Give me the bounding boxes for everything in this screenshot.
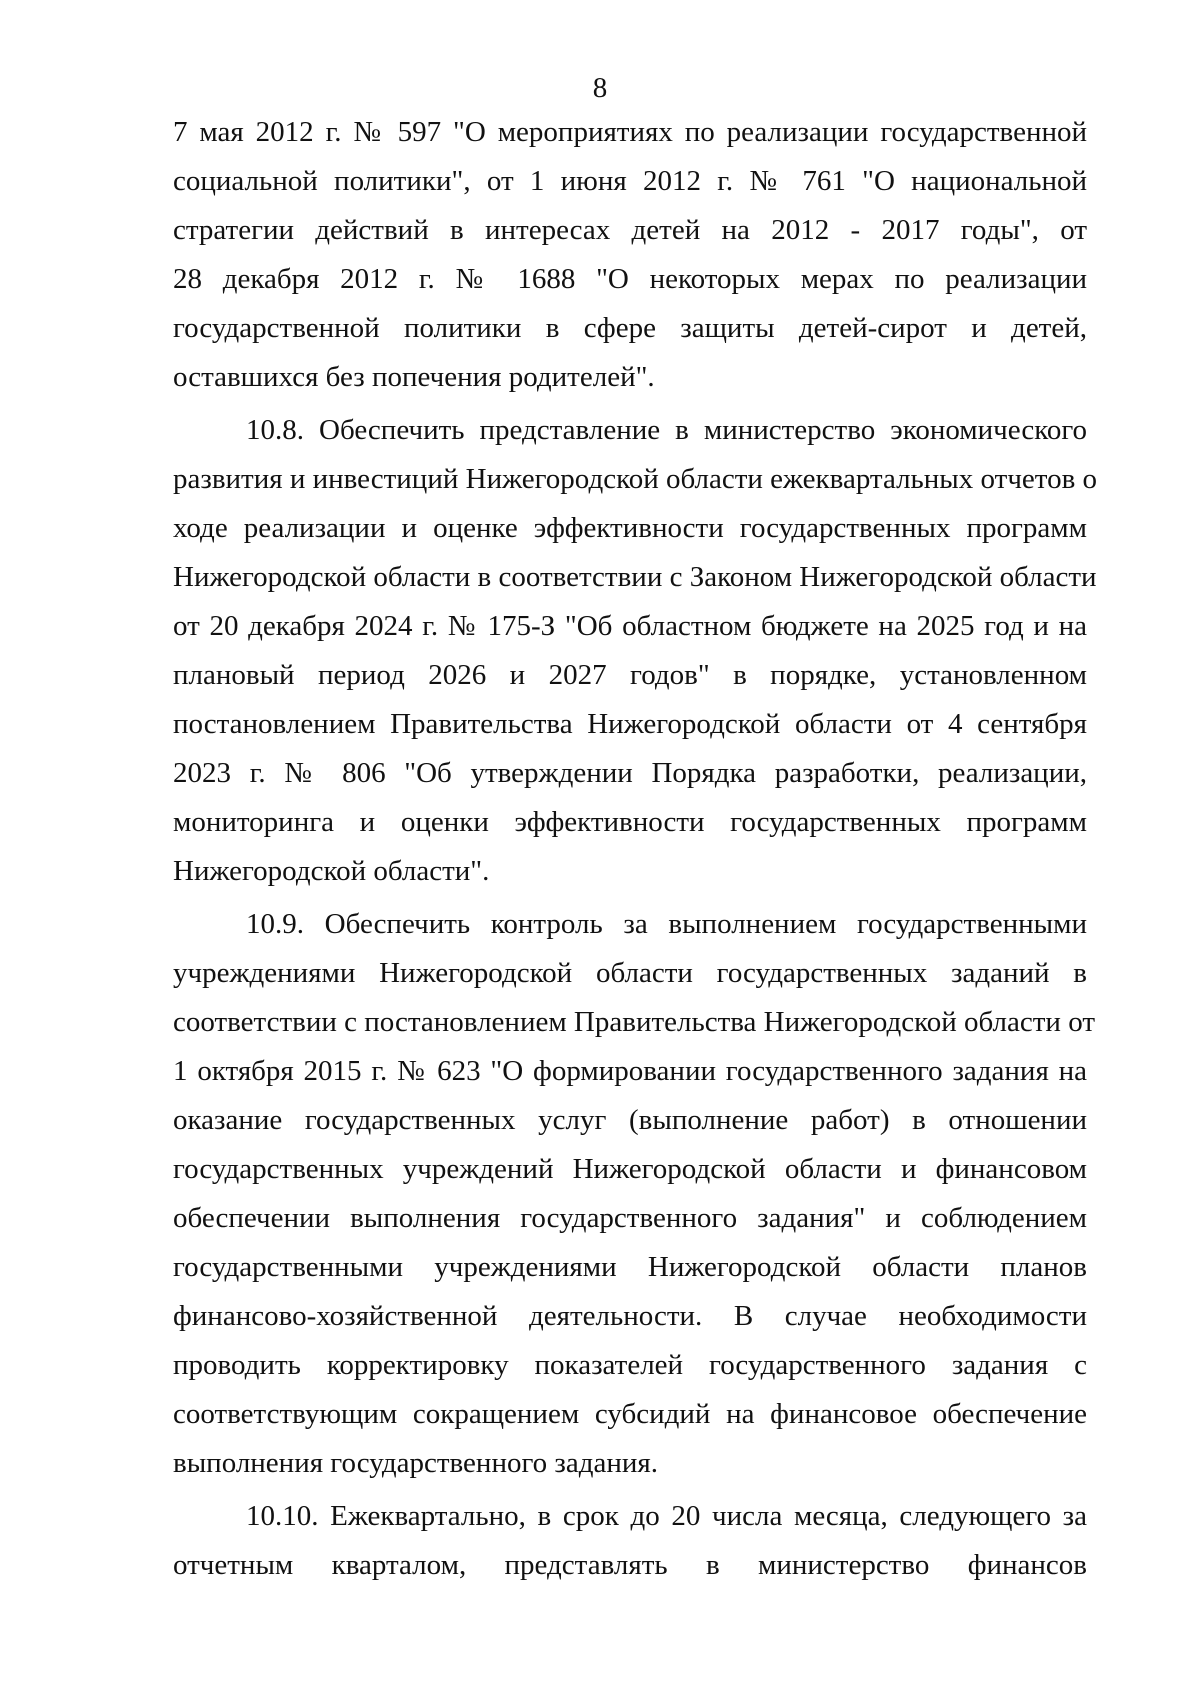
text-line: проводить корректировку показателей государственного задания с — [173, 1349, 1087, 1381]
text-line: учреждениями Нижегородской области государственных заданий в — [173, 957, 1087, 989]
text-line: соответствии с постановлением Правительства Нижегородской области от — [173, 1006, 1095, 1038]
text-line: плановый период 2026 и 2027 годов" в порядке, установленном — [173, 659, 1087, 691]
text-line: развития и инвестиций Нижегородской области ежеквартальных отчетов о — [173, 463, 1098, 495]
paragraph-clause-10-10 — [173, 1492, 1087, 1590]
text-line: Нижегородской области в соответствии с Законом Нижегородской области — [173, 561, 1097, 593]
text-line: государственной политики в сфере защиты детей-сирот и детей, — [173, 312, 1087, 344]
text-line: 10.10. Ежеквартально, в срок до 20 числа месяца, следующего за — [246, 1500, 1087, 1532]
paragraph-continuation — [173, 108, 1087, 402]
text-line: 7 мая 2012 г. № 597 "О мероприятиях по реализации государственной — [173, 116, 1087, 148]
text-line: 10.8. Обеспечить представление в министерство экономического — [246, 414, 1087, 446]
text-line: 1 октября 2015 г. № 623 "О формировании государственного задания на — [173, 1055, 1087, 1087]
text-line: мониторинга и оценки эффективности государственных программ — [173, 806, 1087, 838]
text-line: государственными учреждениями Нижегородской области планов — [173, 1251, 1087, 1283]
text-line: ходе реализации и оценке эффективности государственных программ — [173, 512, 1087, 544]
text-line: отчетным кварталом, представлять в министерство финансов — [173, 1549, 1087, 1581]
text-line: государственных учреждений Нижегородской области и финансовом — [173, 1153, 1087, 1185]
text-line: выполнения государственного задания. — [173, 1447, 658, 1479]
text-line: обеспечении выполнения государственного задания" и соблюдением — [173, 1202, 1087, 1234]
text-line: оказание государственных услуг (выполнение работ) в отношении — [173, 1104, 1087, 1136]
document-body — [173, 108, 1098, 1590]
text-line: от 20 декабря 2024 г. № 175-З "Об областном бюджете на 2025 год и на — [173, 610, 1087, 642]
text-line: Нижегородской области". — [173, 855, 490, 887]
text-line: социальной политики", от 1 июня 2012 г. № 761 "О национальной — [173, 165, 1087, 197]
text-line: оставшихся без попечения родителей". — [173, 361, 655, 393]
text-line: 28 декабря 2012 г. № 1688 "О некоторых мерах по реализации — [173, 263, 1087, 295]
text-line: соответствующим сокращением субсидий на финансовое обеспечение — [173, 1398, 1087, 1430]
text-line: 10.9. Обеспечить контроль за выполнением государственными — [246, 908, 1087, 940]
text-line: постановлением Правительства Нижегородской области от 4 сентября — [173, 708, 1087, 740]
text-line: 2023 г. № 806 "Об утверждении Порядка разработки, реализации, — [173, 757, 1087, 789]
text-line: финансово-хозяйственной деятельности. В случае необходимости — [173, 1300, 1087, 1332]
paragraph-clause-10-8 — [173, 406, 1098, 896]
page-number: 8 — [592, 72, 608, 104]
text-line: стратегии действий в интересах детей на 2012 - 2017 годы", от — [173, 214, 1087, 246]
paragraph-clause-10-9 — [173, 900, 1095, 1488]
